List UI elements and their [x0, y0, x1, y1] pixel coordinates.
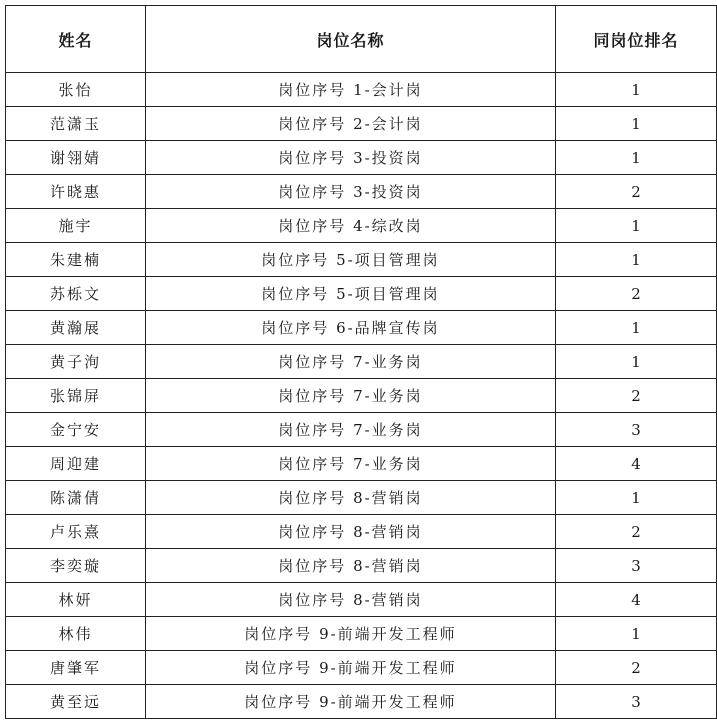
table-row: [6, 243, 717, 277]
position-cell: 岗位序号 9-前端开发工程师: [146, 651, 556, 685]
name-cell: 李奕璇: [6, 549, 146, 583]
name-cell: 张怡: [6, 73, 146, 107]
header-rank: 同岗位排名: [556, 6, 717, 73]
table-row: [6, 73, 717, 107]
rank-cell: 1: [556, 209, 717, 243]
position-cell: 岗位序号 8-营销岗: [146, 583, 556, 617]
position-cell: 岗位序号 7-业务岗: [146, 447, 556, 481]
header-position: 岗位名称: [146, 6, 556, 73]
table-row: [6, 685, 717, 719]
position-cell: 岗位序号 7-业务岗: [146, 345, 556, 379]
table-row: [6, 175, 717, 209]
table-row: [6, 583, 717, 617]
position-cell: 岗位序号 8-营销岗: [146, 481, 556, 515]
name-cell: 卢乐熹: [6, 515, 146, 549]
rank-cell: 1: [556, 73, 717, 107]
rank-cell: 1: [556, 141, 717, 175]
table-row: [6, 617, 717, 651]
ranking-table: [5, 5, 717, 719]
position-cell: 岗位序号 5-项目管理岗: [146, 277, 556, 311]
position-cell: 岗位序号 3-投资岗: [146, 141, 556, 175]
position-cell: 岗位序号 7-业务岗: [146, 413, 556, 447]
position-cell: 岗位序号 9-前端开发工程师: [146, 617, 556, 651]
name-cell: 许晓惠: [6, 175, 146, 209]
rank-cell: 2: [556, 379, 717, 413]
name-cell: 施宇: [6, 209, 146, 243]
rank-cell: 4: [556, 583, 717, 617]
rank-cell: 1: [556, 311, 717, 345]
position-cell: 岗位序号 2-会计岗: [146, 107, 556, 141]
rank-cell: 2: [556, 651, 717, 685]
name-cell: 陈潇倩: [6, 481, 146, 515]
table-row: [6, 651, 717, 685]
position-cell: 岗位序号 5-项目管理岗: [146, 243, 556, 277]
table-row: [6, 515, 717, 549]
name-cell: 朱建楠: [6, 243, 146, 277]
rank-cell: 1: [556, 617, 717, 651]
position-cell: 岗位序号 8-营销岗: [146, 549, 556, 583]
rank-cell: 1: [556, 107, 717, 141]
position-cell: 岗位序号 3-投资岗: [146, 175, 556, 209]
name-cell: 黄至远: [6, 685, 146, 719]
table-row: [6, 209, 717, 243]
header-row: [6, 6, 717, 73]
rank-cell: 2: [556, 515, 717, 549]
position-cell: 岗位序号 6-品牌宣传岗: [146, 311, 556, 345]
table-row: [6, 447, 717, 481]
name-cell: 谢翎婧: [6, 141, 146, 175]
table-row: [6, 549, 717, 583]
rank-cell: 2: [556, 175, 717, 209]
table-row: [6, 311, 717, 345]
table-row: [6, 379, 717, 413]
name-cell: 周迎建: [6, 447, 146, 481]
rank-cell: 3: [556, 685, 717, 719]
position-cell: 岗位序号 8-营销岗: [146, 515, 556, 549]
name-cell: 苏栎文: [6, 277, 146, 311]
name-cell: 范潇玉: [6, 107, 146, 141]
name-cell: 黄子洵: [6, 345, 146, 379]
table-row: [6, 277, 717, 311]
rank-cell: 2: [556, 277, 717, 311]
position-cell: 岗位序号 4-综改岗: [146, 209, 556, 243]
table-body: [6, 73, 717, 719]
rank-cell: 3: [556, 549, 717, 583]
position-cell: 岗位序号 7-业务岗: [146, 379, 556, 413]
rank-cell: 1: [556, 345, 717, 379]
table-row: [6, 107, 717, 141]
rank-cell: 4: [556, 447, 717, 481]
name-cell: 林妍: [6, 583, 146, 617]
table-row: [6, 345, 717, 379]
position-cell: 岗位序号 9-前端开发工程师: [146, 685, 556, 719]
name-cell: 林伟: [6, 617, 146, 651]
header-name: 姓名: [6, 6, 146, 73]
position-cell: 岗位序号 1-会计岗: [146, 73, 556, 107]
name-cell: 唐肇军: [6, 651, 146, 685]
rank-cell: 3: [556, 413, 717, 447]
name-cell: 黄瀚展: [6, 311, 146, 345]
rank-cell: 1: [556, 243, 717, 277]
table-row: [6, 141, 717, 175]
rank-cell: 1: [556, 481, 717, 515]
name-cell: 张锦屏: [6, 379, 146, 413]
name-cell: 金宁安: [6, 413, 146, 447]
table-row: [6, 481, 717, 515]
table-row: [6, 413, 717, 447]
